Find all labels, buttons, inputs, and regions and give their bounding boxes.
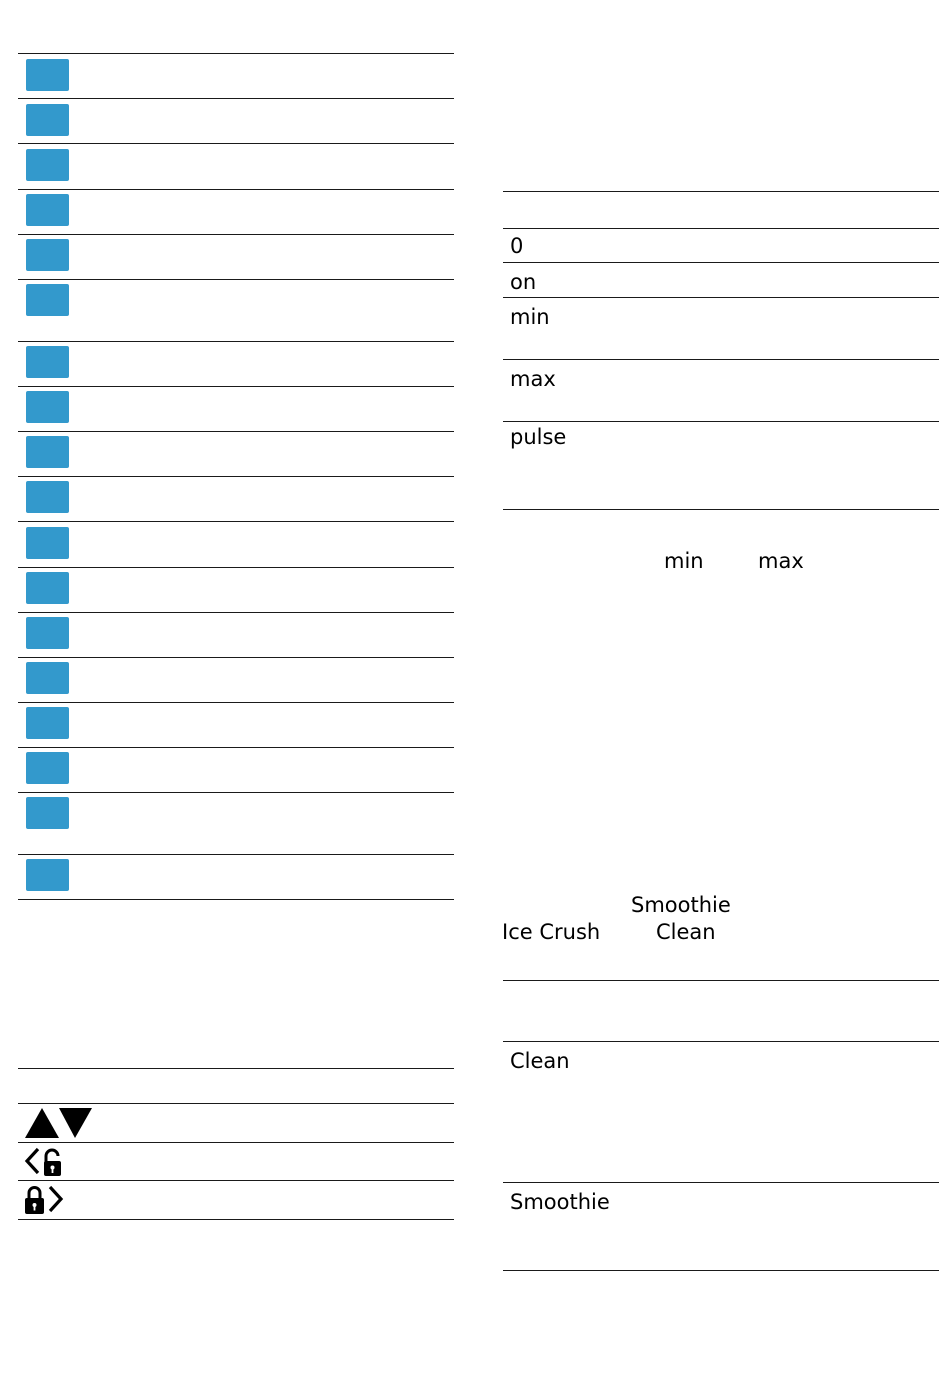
table-rule [18, 1219, 454, 1220]
number-badge [26, 617, 69, 649]
speed-setting-label: min [510, 305, 550, 329]
table-rule [18, 279, 454, 280]
number-badge [26, 481, 69, 513]
table-rule [18, 1180, 454, 1181]
number-badge [26, 859, 69, 891]
table-rule [503, 509, 939, 510]
table-rule [18, 1142, 454, 1143]
number-badge [26, 194, 69, 226]
table-rule [18, 854, 454, 855]
number-badge [26, 149, 69, 181]
table-rule [18, 234, 454, 235]
table-rule [18, 657, 454, 658]
table-rule [18, 792, 454, 793]
table-rule [18, 567, 454, 568]
number-badge [26, 59, 69, 91]
speed-range-max: max [758, 549, 804, 573]
table-rule [18, 521, 454, 522]
up-down-triangles-icon [24, 1107, 94, 1139]
table-rule [18, 702, 454, 703]
number-badge [26, 797, 69, 829]
table-rule [18, 98, 454, 99]
number-badge [26, 707, 69, 739]
table-rule [18, 386, 454, 387]
speed-setting-label: 0 [510, 234, 524, 258]
program-label-smoothie: Smoothie [631, 893, 731, 917]
table-rule [18, 612, 454, 613]
number-badge [26, 527, 69, 559]
number-badge [26, 346, 69, 378]
number-badge [26, 104, 69, 136]
table-rule [503, 1182, 939, 1183]
table-rule [18, 476, 454, 477]
table-rule [503, 262, 939, 263]
table-rule [18, 189, 454, 190]
table-rule [18, 341, 454, 342]
program-row-label: Clean [510, 1049, 570, 1073]
speed-setting-label: pulse [510, 425, 567, 449]
table-rule [503, 191, 939, 192]
number-badge [26, 572, 69, 604]
number-badge [26, 284, 69, 316]
table-rule [503, 980, 939, 981]
speed-range-min: min [664, 549, 704, 573]
number-badge [26, 239, 69, 271]
table-rule [503, 1041, 939, 1042]
program-label-ice-crush: Ice Crush [502, 920, 601, 944]
speed-setting-label: max [510, 367, 556, 391]
table-rule [503, 359, 939, 360]
table-rule [503, 1270, 939, 1271]
program-row-label: Smoothie [510, 1190, 610, 1214]
number-badge [26, 662, 69, 694]
number-badge [26, 436, 69, 468]
table-rule [18, 1103, 454, 1104]
table-rule [18, 53, 454, 54]
table-rule [503, 421, 939, 422]
program-label-clean: Clean [656, 920, 716, 944]
number-badge [26, 391, 69, 423]
number-badge [26, 752, 69, 784]
table-rule [503, 228, 939, 229]
table-rule [503, 297, 939, 298]
table-rule [18, 431, 454, 432]
lock-forward-icon [24, 1184, 66, 1216]
speed-setting-label: on [510, 270, 537, 294]
table-rule [18, 899, 454, 900]
table-rule [18, 1068, 454, 1069]
table-rule [18, 747, 454, 748]
table-rule [18, 143, 454, 144]
back-unlock-icon [24, 1146, 66, 1178]
